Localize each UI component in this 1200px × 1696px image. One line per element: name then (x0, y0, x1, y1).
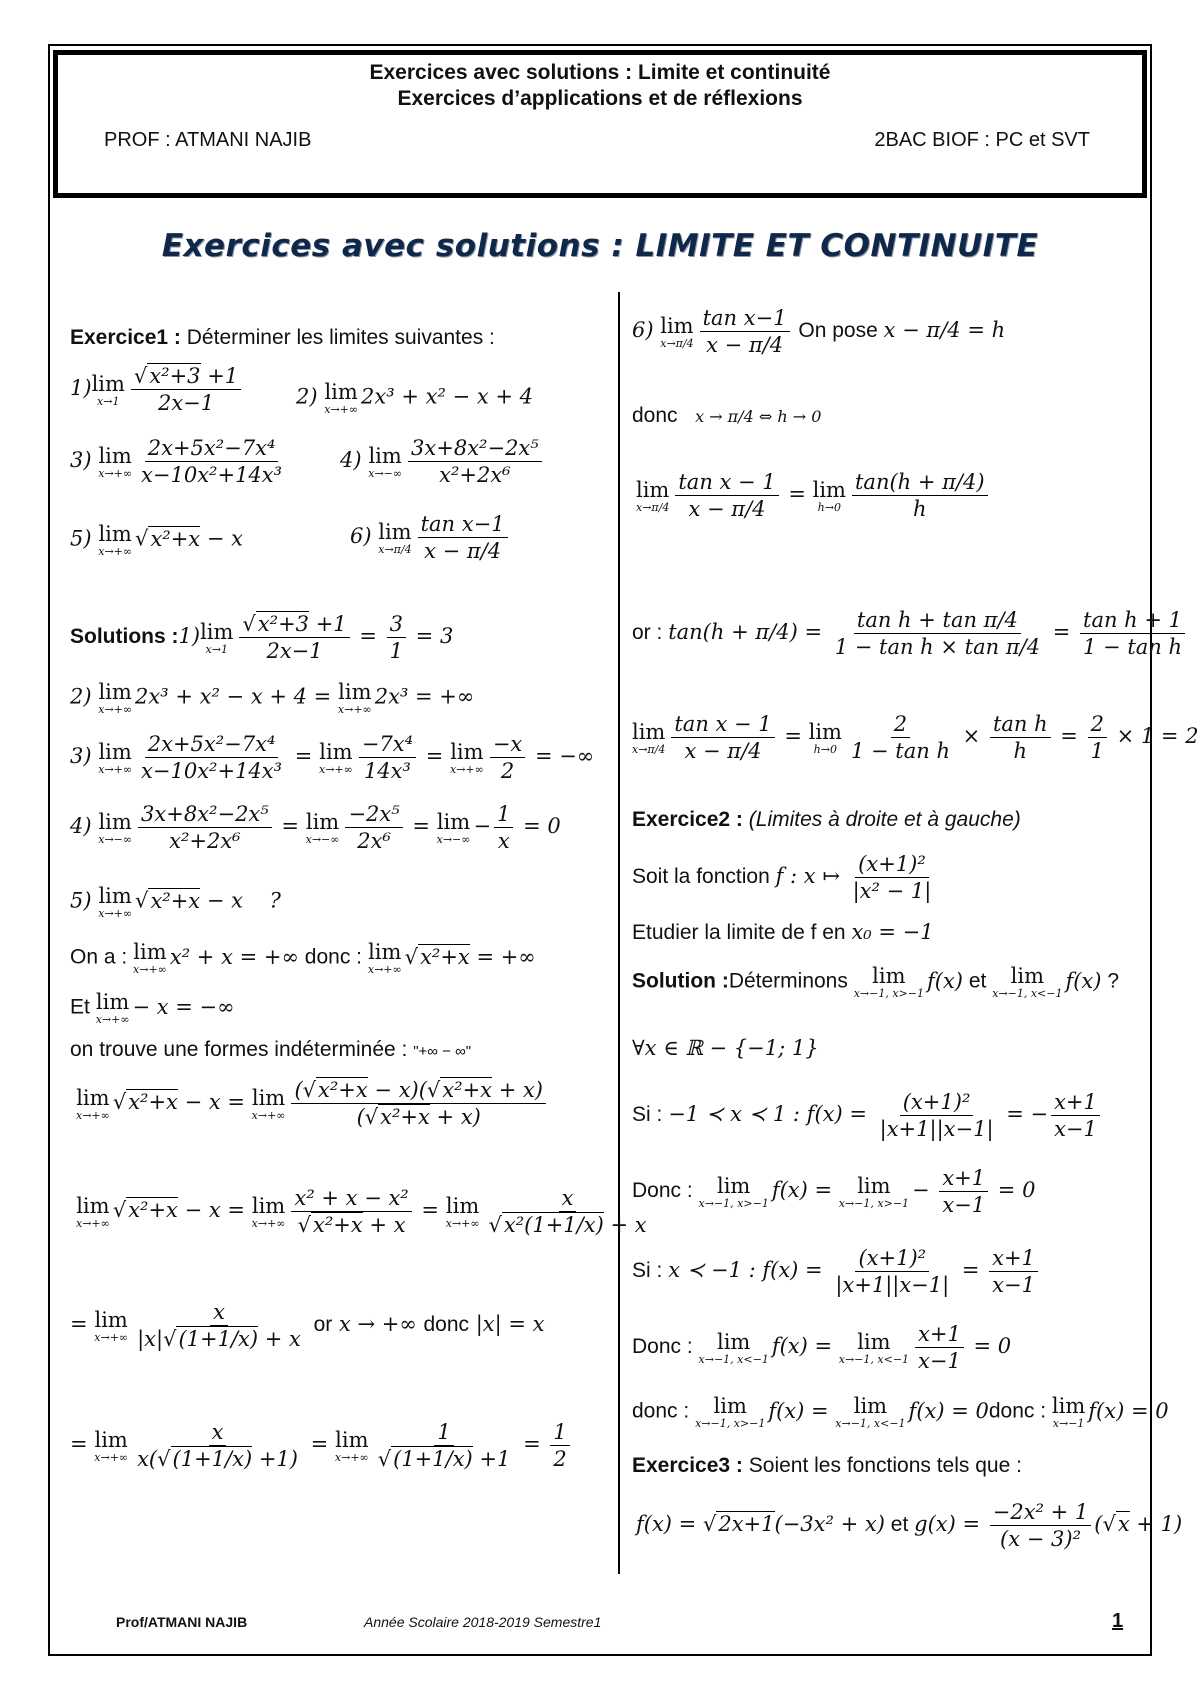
indet-line (70, 1038, 471, 1062)
ex1-item6: 6) lim x→π/4 $\frac{\text{tan x−1}}{x - \pi/4}$ (350, 512, 511, 563)
on-a-label: On a : (70, 945, 128, 969)
ex2-case2-lim: Donc : lim x→−1, x<−1 f(x) = lim x→−1, x<−1 $\frac{x+1}{x-1}$ = 0 (632, 1322, 1012, 1373)
r-item6: 6) lim x→π/4 $\frac{\text{tan x−1}}{x - \pi/4}$ On pose x − π/4 = h (632, 306, 1006, 357)
header-class: 2BAC BIOF : PC et SVT (874, 129, 1090, 151)
page-title: Exercices avec solutions : LIMITE ET CONTINUITE (161, 228, 1039, 264)
soit-label: Soit la fonction (632, 865, 770, 888)
etudier-text: Etudier la limite de f en (632, 921, 846, 944)
or-label: or (313, 1313, 333, 1336)
donc2-label: donc (423, 1313, 470, 1336)
ex1-item5: 5) lim x→+∞ √x²+x − x (70, 522, 243, 558)
r-result: lim x→π/4 $\frac{\text{tan x − 1}}{x - \pi/4}$ = lim h→0 $\frac{2}{\text{1 − tan h}}$ × $\frac{\text{tan h}}{h}$ = $\frac{2}{1}$ × 1 = 2 (632, 712, 1199, 763)
ex1-item2: 2) lim x→+∞ 2x³ + x² − x + 4 (296, 380, 533, 416)
ex2-text: (Limites à droite et à gauche) (748, 808, 1021, 831)
determinons-text: Déterminons (728, 969, 848, 993)
header-subtitle: Exercices d’applications et de réflexions (397, 87, 803, 110)
header-box (53, 50, 1147, 198)
ex2-conclusion: donc : lim x→−1, x>−1 f(x) = lim x→−1, x<−1 f(x) = 0donc : lim x→−1 f(x) = 0 (632, 1394, 1169, 1430)
ex2-solution: Solution :Déterminons lim x→−1, x>−1 f(x) et lim x→−1, x<−1 f(x) ? (632, 964, 1120, 1000)
ex3-functions: f(x) = √2x+1(−3x² + x) et g(x) = $\frac{\text{−2x² + 1}}{\text{(x − 3)²}}$ (√x + 1) (636, 1500, 1183, 1551)
r-or: or : tan(h + π/4) = $\frac{\text{tan h + tan π/4}}{\text{1 − tan h × tan π/4}}$ = $\frac{\text{tan h + 1}}{\text{1 − tan h}}$ (632, 608, 1188, 659)
r-donc: donc x → π/4 ⇔ h → 0 (632, 404, 822, 427)
header-prof: PROF : ATMANI NAJIB (104, 129, 312, 151)
r-subst: lim x→π/4 $\frac{\text{tan x − 1}}{x - \pi/4}$ = lim h→0 $\frac{\tan(h + \pi/4)}{h}$ (636, 470, 991, 521)
ex1-item1: 1) lim x→1 $\frac{\text{√x²+3 +1}}{2x-1}$ (70, 364, 244, 415)
donc-label-1: Donc : (632, 1179, 693, 1202)
ex2-case1: Si : −1 ≺ x ≺ 1 : f(x) = $\frac{\text{(x+1)²}}{|x+1||x-1|}$ = − $\frac{x+1}{x-1}$ (632, 1090, 1103, 1141)
question-mark: ? (1107, 969, 1120, 993)
ex2-case2: Si : x ≺ −1 : f(x) = $\frac{\text{(x+1)²}}{|x+1||x-1|}$ = $\frac{x+1}{x-1}$ (632, 1246, 1041, 1297)
on-pose-label: On pose (798, 319, 878, 342)
ex1-item3: 3) lim x→+∞ $\frac{\text{2x+5x²−7x⁴}}{\text{x−10x²+14x³}}$ (70, 436, 283, 487)
indet-text: on trouve une formes indéterminée : (70, 1038, 408, 1061)
r-donc-label: donc (632, 404, 678, 427)
ex2-task: Etudier la limite de f en x₀ = −1 (632, 920, 934, 944)
sol5-line2: On a : lim x→+∞ x² + x = +∞ donc : lim x→+∞ √x²+x = +∞ (70, 940, 536, 976)
solutions-label: Solutions : (70, 625, 179, 648)
page-number: 1 (1112, 1610, 1124, 1632)
ex2-case1-lim: Donc : lim x→−1, x>−1 f(x) = lim x→−1, x>−1 − $\frac{x+1}{x-1}$ = 0 (632, 1166, 1036, 1217)
sol5-result: = lim x→+∞ $\frac{x}{x(√(1+1/x) +1)}$ = lim x→+∞ $\frac{1}{√(1+1/x) +1}$ = $\frac{1}{2}$ (70, 1420, 573, 1471)
ex1-item4: 4) lim x→−∞ $\frac{\text{3x+8x²−2x⁵}}{\text{x²+2x⁶}}$ (340, 436, 545, 487)
si-label-2: Si : (632, 1259, 663, 1282)
ex2-heading (632, 808, 1021, 832)
ex1-label: Exercice1 : (70, 326, 181, 349)
ex2-label: Exercice2 : (632, 808, 743, 831)
r-et2-label: et (890, 1513, 909, 1536)
sol4: 4) lim x→−∞ $\frac{\text{3x+8x²−2x⁵}}{\text{x²+2x⁶}}$ = lim x→−∞ $\frac{\text{−2x⁵}}{\text{2x⁶}}$ = lim x→−∞ − $\frac{1}{x}$ = 0 (70, 802, 561, 853)
sol3: 3) lim x→+∞ $\frac{\text{2x+5x²−7x⁴}}{\text{x−10x²+14x³}}$ = lim x→+∞ $\frac{\text{−7x⁴}}{\text{14x³}}$ = lim x→+∞ $\frac{-x}{2}$ = −∞ (70, 732, 595, 783)
footer-author: Prof/ATMANI NAJIB (116, 1614, 248, 1630)
r-et-label: et (968, 969, 987, 993)
sol5: 5) lim x→+∞ √x²+x − x ? (70, 884, 281, 920)
ex3-heading (632, 1454, 1022, 1478)
sol5-conj: lim x→+∞ √x²+x − x = lim x→+∞ $\frac{\text{(√x²+x − x)(√x²+x + x)}}{\text{(√x²+x + x)}}$ (76, 1078, 549, 1129)
header-title: Exercices avec solutions : Limite et continuité (369, 61, 831, 84)
sol1: Solutions :1) lim x→1 $\frac{\text{√x²+3 +1}}{2x-1}$ = $\frac{3}{1}$ = 3 (70, 612, 454, 663)
r-or-label: or : (632, 621, 663, 644)
et-label: Et (70, 995, 90, 1019)
donc-label-2: Donc : (632, 1335, 693, 1358)
ex1-text: Déterminer les limites suivantes : (186, 326, 495, 349)
sol2: 2) lim x→+∞ 2x³ + x² − x + 4 = lim x→+∞ 2x³ = +∞ (70, 680, 475, 716)
donc-label-4: donc : (988, 1399, 1047, 1423)
donc-label: donc : (304, 945, 363, 969)
ex2-function: Soit la fonction f : x ↦ $\frac{\text{(x+1)²}}{\text{|x² − 1|}}$ (632, 852, 932, 903)
sol5-abs: = lim x→+∞ $\frac{x}{|x|√(1+1/x) + x}$ or x → +∞ donc |x| = x (70, 1300, 545, 1351)
column-divider (618, 292, 620, 1574)
ex3-text: Soient les fonctions tels que : (748, 1454, 1022, 1477)
sol5-simplify: lim x→+∞ √x²+x − x = lim x→+∞ $\frac{\text{x² + x − x²}}{\text{√x²+x + x}}$ = lim x→+∞ $\frac{x}{\text{√x²(1+1/x) + x}}$ (76, 1186, 647, 1237)
ex3-label: Exercice3 : (632, 1454, 743, 1477)
donc-label-3: donc : (632, 1399, 690, 1423)
indet-form: "+∞ − ∞" (413, 1043, 472, 1060)
ex1-heading (70, 326, 495, 350)
footer-year: Année Scolaire 2018-2019 Semestre1 (364, 1614, 602, 1630)
ex2-domain: ∀x ∈ ℝ − {−1; 1} (632, 1036, 819, 1060)
sol5-line3: Et lim x→+∞ − x = −∞ (70, 990, 235, 1026)
si-label-1: Si : (632, 1103, 663, 1126)
r-solution-label: Solution : (632, 969, 729, 993)
